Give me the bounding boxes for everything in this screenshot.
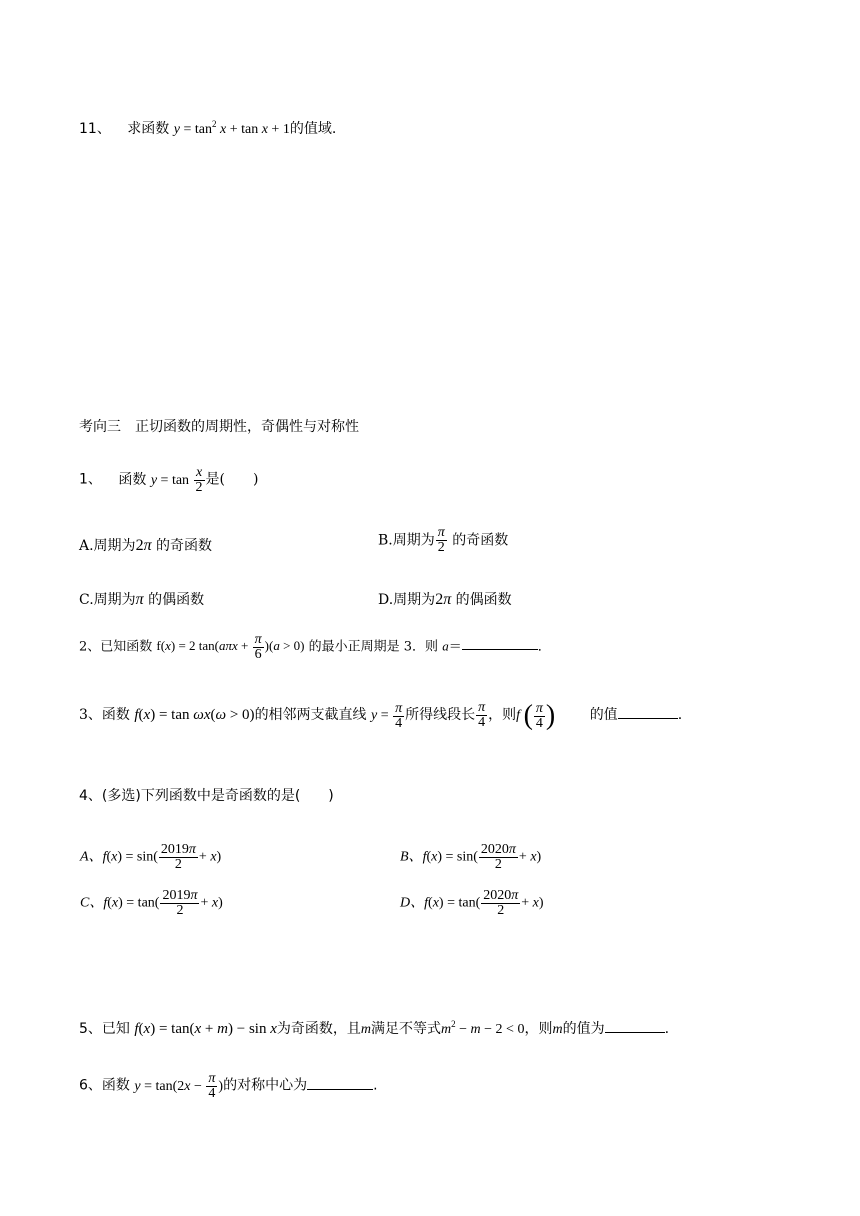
option-label: B、 xyxy=(400,849,423,865)
question-tail: . xyxy=(373,1077,378,1094)
option-c xyxy=(79,589,204,609)
option-a xyxy=(79,535,212,555)
question-2: 2、已知函数 f(x) = 2 tan(aπx + $\frac{\pi}{6}$ )(a > 0) 的最小正周期是 3．则 a＝ ． xyxy=(79,632,551,662)
formula: $\frac{\pi}{2}$ xyxy=(437,525,445,555)
question-tail: ． xyxy=(537,639,551,655)
question-mid: 为奇函数，且 xyxy=(276,1021,361,1037)
formula: f(x) = 2 tan(aπx + $\frac{\pi}{6}$ )(a > 0) xyxy=(156,632,305,662)
question-text: 2、已知函数 xyxy=(79,639,153,655)
question-text: 函数 xyxy=(118,471,147,488)
option-label: D、 xyxy=(400,895,425,911)
formula: $m^2 - m - 2 < 0$ xyxy=(441,1019,525,1037)
q4-option-c: C、f(x) = tan( $\frac{2019\pi}{2}$ + x) xyxy=(80,888,223,918)
formula: $\frac{\pi}{4}$ xyxy=(478,699,486,730)
question-tail: 的值 xyxy=(589,707,618,724)
question-3: 3、函数 f(x) = tan ωx(ω > 0)的相邻两支截直线 y = $\frac{\pi}{4}$ 所得线段长 $\frac{\pi}{4}$ ，则f ( $\frac{\pi}{4}$ ) 的值 . xyxy=(79,699,683,731)
question-5 xyxy=(79,1018,669,1038)
question-mid: 的对称中心为 xyxy=(223,1077,308,1094)
question-11 xyxy=(79,118,336,138)
question-mid: 的最小正周期是 3．则 xyxy=(308,639,439,655)
option-text: 的偶函数 xyxy=(148,592,205,608)
q4-option-b: B、f(x) = sin( $\frac{2020\pi}{2}$ + x) xyxy=(400,842,542,872)
formula: y = tan(2x − $\frac{\pi}{4}$ ) xyxy=(134,1071,224,1101)
question-text: 求函数 xyxy=(127,121,170,137)
answer-blank[interactable] xyxy=(307,1077,373,1090)
option-text: 的奇函数 xyxy=(452,532,509,549)
question-text: 3、函数 xyxy=(79,707,130,724)
q4-option-a: A、f(x) = sin( $\frac{2019\pi}{2}$ + x) xyxy=(80,842,222,872)
option-b xyxy=(378,526,508,555)
q4-option-d: D、f(x) = tan( $\frac{2020\pi}{2}$ + x) xyxy=(400,888,544,918)
variable-a: a xyxy=(442,638,449,654)
formula: 2π xyxy=(135,537,152,554)
answer-blank[interactable] xyxy=(605,1020,665,1033)
question-mid: 的值为 xyxy=(562,1021,605,1037)
formula: y = $\frac{\pi}{4}$ xyxy=(371,700,403,731)
question-mid: ，则 xyxy=(524,1021,553,1037)
option-label: A、 xyxy=(80,849,103,865)
question-number: 1、 xyxy=(79,471,102,488)
formula: π xyxy=(135,591,144,608)
variable-m: m xyxy=(360,1022,371,1037)
question-6 xyxy=(79,1072,378,1101)
formula: $y = \tan^2 x + \tan x + 1$ xyxy=(173,119,290,137)
question-tail: . xyxy=(664,1021,670,1037)
variable-m: m xyxy=(552,1022,563,1037)
option-label: D.周期为 xyxy=(378,592,436,608)
question-mid: ，则 xyxy=(488,707,517,724)
option-label: C.周期为 xyxy=(79,592,136,608)
formula: f ( $\frac{\pi}{4}$ ) xyxy=(516,700,556,731)
answer-blank[interactable] xyxy=(618,706,678,719)
question-tail: 是( ) xyxy=(205,471,259,488)
question-text: 6、函数 xyxy=(79,1077,130,1094)
question-4: 4、(多选)下列函数中是奇函数的是( ) xyxy=(79,788,334,804)
formula: f(x) = tan ωx(ω > 0) xyxy=(134,707,255,724)
formula: 2π xyxy=(435,591,452,608)
question-number: 11、 xyxy=(79,121,111,137)
question-tail: 的值域. xyxy=(289,121,337,137)
formula: f(x) = tan(x + m) − sin x xyxy=(134,1021,277,1037)
formula: y = tan $\frac{x}{2}$ xyxy=(150,465,203,495)
option-label: C、 xyxy=(80,895,104,911)
option-label: B.周期为 xyxy=(378,532,435,549)
question-mid: 所得线段长 xyxy=(405,707,476,724)
section-title: 考向三 正切函数的周期性，奇偶性与对称性 xyxy=(79,419,359,435)
option-text: 的奇函数 xyxy=(156,538,213,554)
question-text: 5、已知 xyxy=(79,1021,130,1037)
option-text: 的偶函数 xyxy=(455,592,512,608)
option-d xyxy=(378,589,512,609)
question-mid: 满足不等式 xyxy=(371,1021,441,1037)
question-mid: 的相邻两支截直线 xyxy=(254,707,367,724)
question-1 xyxy=(79,466,258,495)
option-label: A.周期为 xyxy=(79,538,136,554)
answer-blank[interactable] xyxy=(462,637,538,650)
